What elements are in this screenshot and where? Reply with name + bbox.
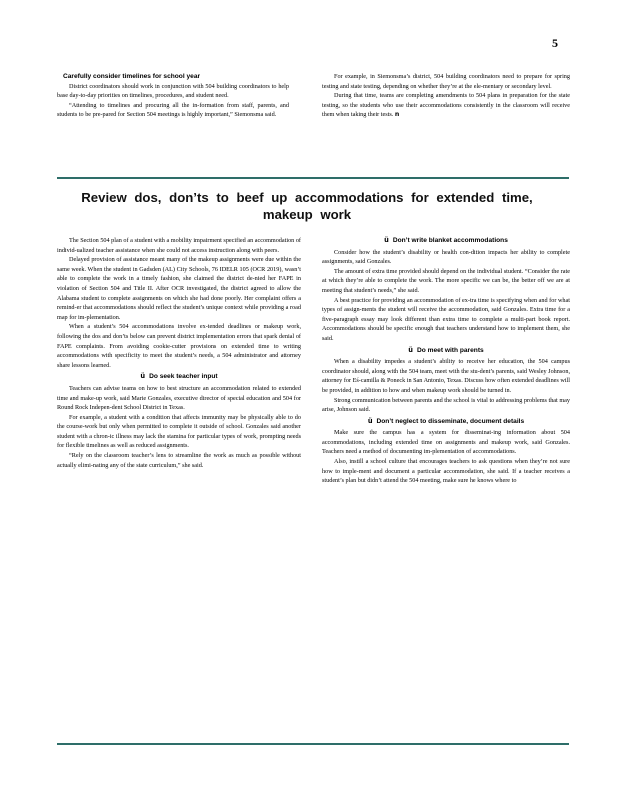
right-section-paragraph: Strong communication between parents and the school is vital to addressing problems that may arise, Johnson said.: [322, 396, 570, 414]
top-left-paragraph: “Attending to timelines and procuring all the in-formation from staff, parents, and students to be pre-pared for Section 504 meetings is highly important,” Siemonsma said.: [57, 101, 289, 119]
subhead-label: Don’t write blanket accommodations: [392, 237, 508, 244]
page-number: 5: [552, 36, 558, 50]
subhead-disseminate-document: [322, 417, 570, 427]
left-section-paragraph: For example, a student with a condition that affects immunity may be physically able to do the course-work but only when permitted to complete it outside of school. Gonzales said another student with a chron-ic illness may lack the stamina for particular types of work, prompting needs for flexible timelines as well as reduced assignments.: [57, 413, 301, 450]
subhead-label: Don’t neglect to disseminate, document details: [376, 417, 525, 425]
check-icon: ü: [384, 236, 389, 244]
subhead-label: Do meet with parents: [417, 346, 484, 354]
left-intro-paragraph: When a student’s 504 accommodations involve ex-tended deadlines or makeup work, following the dos and don’ts below can prevent district implementation errors that spark denial of FAPE complaints. From avoiding cookie-cutter provisions on extended time to writing accommodations with specificity to meet the student’s needs, a 504 administrator and attorney share lessons learned.: [57, 323, 301, 369]
check-icon: ü: [367, 416, 373, 425]
top-right-paragraph: [322, 91, 570, 120]
left-intro-paragraph: Delayed provision of assistance meant many of the makeup assignments were due within the same week. When the student in Gadsden (AL) City Schools, 76 IDELR 105 (OCR 2019), wasn’t able to complete the work in a timely fashion, she claimed the district de-nied her FAPE in violation of Section 504 and Title II. After OCR investigated, the district agreed to allow the Alabama student to complete assignments on which she had done poorly. Her complaint offers a remind-er that accommodations should reflect the student’s unique context while providing a road map for im-plementation.: [57, 256, 301, 321]
article-left-column: [57, 236, 301, 470]
subhead-meet-with-parents: [322, 346, 570, 356]
right-section-paragraph: Make sure the campus has a system for disseminat-ing information about 504 accommodations, including extended time on assignments and makeup work, said Gonzales. Teachers need a method of documenting im-plementation of accommodations.: [322, 429, 570, 456]
top-left-paragraph: District coordinators should work in conjunction with 504 building coordinators to help base day-to-day priorities on timelines, procedures, and student need.: [57, 82, 289, 100]
section-divider-top: [57, 177, 569, 179]
top-left-heading: Carefully consider timelines for school year: [63, 73, 201, 80]
top-right-paragraph: For example, in Siemonsma’s district, 504 building coordinators need to prepare for spring testing and state testing, depending on whether they’re at the ele-mentary or secondary level.: [322, 73, 570, 90]
right-section-paragraph: When a disability impedes a student’s ability to receive her education, the 504 campus coordinator should, along with the 504 team, meet with the stu-dent’s parents, said Wesley Johnson, attorney for Eś-camilla & Poneck in San Antonio, Texas. Discuss how often extended deadlines will be provided, in addition to how and when makeup work should be turned in.: [322, 358, 570, 394]
top-right-column: [322, 72, 570, 120]
top-right-paragraph-text: During that time, teams are completing amendments to 504 plans in preparation for the state testing, so the students who use their accommodations consistently in the classroom will receive them when taking their tests.: [322, 92, 570, 119]
subhead-seek-teacher-input: [57, 372, 301, 382]
top-left-column: [57, 72, 289, 120]
left-section-paragraph: Teachers can advise teams on how to best structure an accommodation related to extended time and make-up work, said Marie Gonzales, executive director of special education and 504 for Round Rock Indepen-dent School District in Texas.: [57, 384, 301, 412]
check-icon: ü: [408, 345, 413, 354]
end-mark: n: [394, 111, 400, 119]
right-section-paragraph: Consider how the student’s disability or health con-dition impacts her ability to complete assignments, said Gonzales.: [322, 248, 570, 266]
right-section-paragraph: The amount of extra time provided should depend on the individual student. “Consider the rate at which they’re able to complete the work. The more specific we can be, the better off we are at meeting that student’s needs,” she said.: [322, 267, 570, 294]
left-intro-paragraph: The Section 504 plan of a student with a mobility impairment specified an accommodation of individ-ualized teacher assistance when she could not access instruction along with peers.: [57, 237, 301, 254]
right-section-paragraph: Also, instill a school culture that encourages teachers to ask questions when they’re not sure how to imple-ment and document a particular accommodation, she said. If a teacher receives a student’s plan but didn’t attend the 504 meeting, make sure he knows where to: [322, 458, 570, 485]
article-right-column: [322, 236, 570, 486]
check-icon: ü: [140, 372, 146, 381]
right-section-paragraph: A best practice for providing an accommodation of ex-tra time is specifying when and for what types of assign-ments the student will receive the accommodation, said Gonzales. Extra time for a five-paragraph essay may look different than extra time to complete a multi-part book report. Accommodations should be specific enough that teachers understand how to implement them, she said.: [322, 296, 570, 342]
subhead-blanket-accommodations: [322, 236, 570, 246]
section-divider-bottom: [57, 743, 569, 745]
subhead-label: Do seek teacher input: [149, 373, 218, 381]
article-title: Review dos, don’ts to beef up accommodations for extended time, makeup work: [81, 190, 533, 222]
left-section-paragraph: “Rely on the classroom teacher’s lens to streamline the work as much as possible without actually elimi-nating any of the state curriculum,” she said.: [57, 452, 301, 469]
